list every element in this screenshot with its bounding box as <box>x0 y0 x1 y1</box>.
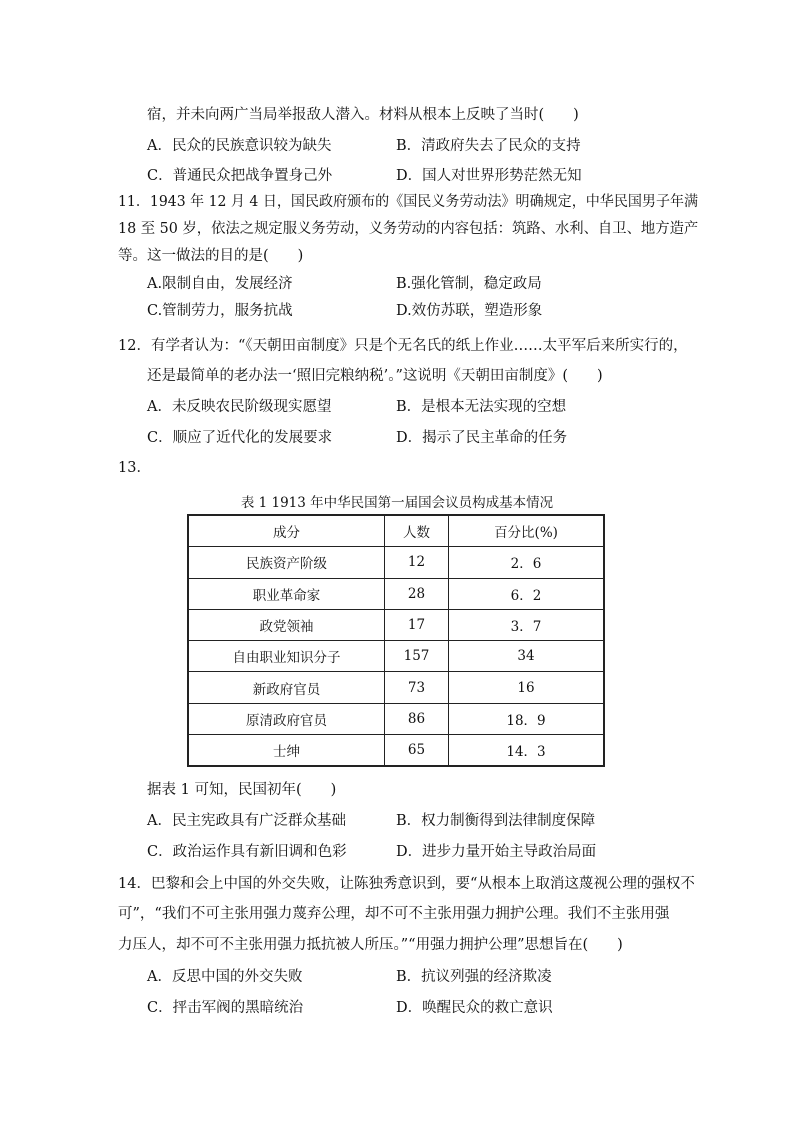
q10-option-c: C．普通民众把战争置身己外 <box>147 168 333 184</box>
table-caption: 表 1 1913 年中华民国第一届国会议员构成基本情况 <box>240 495 554 511</box>
table-row <box>188 672 604 703</box>
row-category: 新政府官员 <box>188 672 385 703</box>
q13-option-a: A．民主宪政具有广泛群众基础 <box>147 813 346 829</box>
header-cell-percent: 百分比(%) <box>449 515 605 547</box>
q13-stem: 据表 1 可知，民国初年( ) <box>147 782 337 798</box>
row-percent: 18．9 <box>449 703 605 734</box>
q12-option-a: A．未反映农民阶级现实愿望 <box>147 399 332 415</box>
q11-option-d: D.效仿苏联，塑造形象 <box>396 303 543 319</box>
row-category: 士绅 <box>188 735 385 767</box>
q14-option-d: D．唤醒民众的救亡意识 <box>396 1000 553 1016</box>
q11-stem-line-2: 18 至 50 岁，依法之规定服义务劳动，义务劳动的内容包括：筑路、水利、自卫、地方造产 <box>118 221 699 237</box>
row-category: 政党领袖 <box>188 609 385 640</box>
header-cell-count: 人数 <box>385 515 449 547</box>
q13-option-c: C．政治运作具有新旧调和色彩 <box>147 844 347 860</box>
q14-option-a: A．反思中国的外交失败 <box>147 969 303 985</box>
q12-option-b: B．是根本无法实现的空想 <box>396 399 567 415</box>
q14-stem-line-1: 14．巴黎和会上中国的外交失败，让陈独秀意识到，要“从根本上取消这蔑视公理的强权不 <box>118 876 695 892</box>
q12-option-c: C．顺应了近代化的发展要求 <box>147 430 333 446</box>
row-category: 原清政府官员 <box>188 703 385 734</box>
table-row <box>188 703 604 734</box>
q12-stem-line-1: 12．有学者认为：“《天朝田亩制度》只是个无名氏的纸上作业……太平军后来所实行的， <box>118 338 688 354</box>
row-count: 86 <box>385 703 449 734</box>
row-percent: 34 <box>449 641 605 672</box>
q13-number: 13． <box>118 460 151 476</box>
row-category: 民族资产阶级 <box>188 547 385 578</box>
table-row <box>188 641 604 672</box>
row-percent: 16 <box>449 672 605 703</box>
table-header-row <box>188 515 604 547</box>
table-row <box>188 609 604 640</box>
q14-option-b: B．抗议列强的经济欺凌 <box>396 969 552 985</box>
row-count: 28 <box>385 578 449 609</box>
q12-stem-line-2: 还是最简单的老办法一‘照旧完粮纳税’。”这说明《天朝田亩制度》( ) <box>147 368 603 384</box>
row-count: 17 <box>385 609 449 640</box>
row-percent: 14．3 <box>449 735 605 767</box>
q11-option-a: A.限制自由，发展经济 <box>147 276 293 292</box>
q14-stem-line-2: 可”，“我们不可主张用强力蔑弃公理，却不可不主张用强力拥护公理。我们不主张用强 <box>118 906 670 922</box>
row-count: 12 <box>385 547 449 578</box>
q10-option-a: A．民众的民族意识较为缺失 <box>147 138 332 154</box>
q14-option-c: C．抨击军阀的黑暗统治 <box>147 1000 304 1016</box>
header-cell-composition: 成分 <box>188 515 385 547</box>
row-percent: 6．2 <box>449 578 605 609</box>
row-percent: 2．6 <box>449 547 605 578</box>
q13-option-d: D．进步力量开始主导政治局面 <box>396 844 597 860</box>
q10-stem-continuation: 宿，并未向两广当局举报敌人潜入。材料从根本上反映了当时( ) <box>147 107 579 123</box>
row-count: 157 <box>385 641 449 672</box>
row-percent: 3．7 <box>449 609 605 640</box>
row-category: 自由职业知识分子 <box>188 641 385 672</box>
q11-option-c: C.管制劳力，服务抗战 <box>147 303 293 319</box>
q14-stem-line-3: 力压人，却不可不主张用强力抵抗被人所压。”“用强力拥护公理”思想旨在( ) <box>118 937 623 953</box>
q11-option-b: B.强化管制，稳定政局 <box>396 276 542 292</box>
row-count: 65 <box>385 735 449 767</box>
table-row <box>188 578 604 609</box>
table-row <box>188 547 604 578</box>
q11-stem-line-1: 11．1943 年 12 月 4 日，国民政府颁布的《国民义务劳动法》明确规定，中华民国男子年满 <box>118 194 699 210</box>
row-category: 职业革命家 <box>188 578 385 609</box>
q13-option-b: B．权力制衡得到法律制度保障 <box>396 813 596 829</box>
q11-stem-line-3: 等。这一做法的目的是( ) <box>118 248 304 264</box>
parliament-composition-table <box>187 514 605 767</box>
q10-option-d: D．国人对世界形势茫然无知 <box>396 168 582 184</box>
table-row <box>188 735 604 767</box>
row-count: 73 <box>385 672 449 703</box>
q12-option-d: D．揭示了民主革命的任务 <box>396 430 568 446</box>
q10-option-b: B．清政府失去了民众的支持 <box>396 138 581 154</box>
